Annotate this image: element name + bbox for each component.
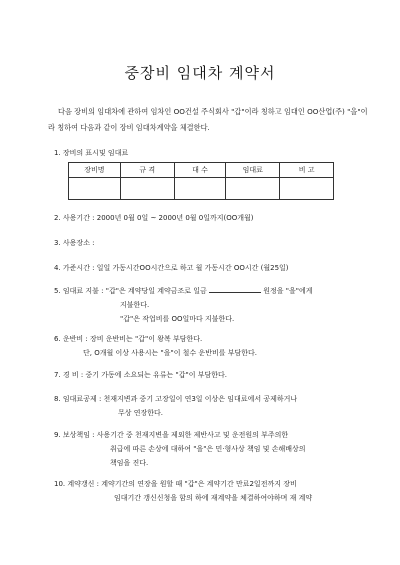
clause-standard-hours: 4. 가준시간 : 일일 가동시간OO시간으로 하고 월 가동시간 OO시간 (월25일) [54, 264, 289, 272]
clause-line: 단, O개월 이상 사용시는 "을"이 철수 운반비를 부담한다. [83, 349, 257, 357]
table-row [69, 178, 334, 200]
clause-contract-renewal [54, 477, 374, 505]
table-cell [226, 178, 280, 200]
clause-line: 6. 운반비 : 장비 운반비는 "갑"이 왕복 부담한다. [54, 335, 203, 343]
table-header-cell: 대 수 [174, 163, 226, 178]
clause-rent-deduction [54, 392, 374, 420]
table-header-cell: 임대료 [226, 163, 280, 178]
clause-line: 책임을 진다. [110, 459, 149, 467]
clause-line: 취급에 따른 손상에 대하여 "을"은 민·형사상 책임 및 손해배상의 [110, 445, 306, 453]
clause-line: 5. 임대료 지불 : "갑"은 계약당일 계약금조로 일금 [54, 287, 207, 295]
table-header-cell: 규 격 [120, 163, 174, 178]
table-cell [69, 178, 121, 200]
clause-line: 지불한다. [120, 301, 150, 309]
table-header-cell: 비 고 [280, 163, 334, 178]
clause-expenses: 7. 경 비 : 중기 가동에 소요되는 유류는 "갑"이 부담한다. [54, 371, 227, 379]
amount-blank [209, 284, 261, 293]
table-cell [174, 178, 226, 200]
clause-line: 임대기간 갱신신청을 함의 하에 재계약을 체결하여야하며 재 계약 [114, 494, 313, 502]
clause-line: 9. 보상책임 : 사용기간 중 천재지변을 제외한 제반사고 및 운전원의 부주의한 [54, 431, 289, 439]
clause-liability [54, 428, 374, 470]
document-title: 중장비 임대차 계약서 [124, 64, 276, 82]
clause-usage-location: 3. 사용장소 : [54, 239, 95, 247]
table-cell [120, 178, 174, 200]
clause-line: 무상 연장한다. [118, 409, 164, 417]
clause-line: 8. 임대료공제 : 천재지변과 중기 고장일이 연3일 이상은 임대료에서 공제하거나 [54, 395, 298, 403]
section-1-heading: 1. 장비의 표시및 임대료 [54, 149, 129, 157]
clause-line: 원정을 "을"에게 [263, 287, 313, 295]
intro-paragraph: 다음 장비의 임대차에 관하여 임차인 OO건설 주식회사 "갑"이라 칭하고 임대인 OO산업(주) "을"이라 칭하여 다음과 같이 장비 임대차계약을 체결한다. [48, 107, 368, 132]
table-header-row [69, 163, 334, 178]
equipment-table [68, 162, 334, 200]
table-header-cell: 장비명 [69, 163, 121, 178]
clause-usage-period: 2. 사용기간 : 2000년 0월 0일 ~ 2000년 0월 0일까지(OO개월) [54, 214, 254, 222]
clause-line: "갑"은 작업비를 OO일마다 지불한다. [120, 315, 235, 323]
clause-transport-cost [54, 332, 374, 360]
clause-rent-payment [54, 284, 374, 326]
clause-line: 10. 계약갱신 : 계약기간의 연장을 원할 때 "갑"은 계약기간 만료2일전까지 장비 [54, 480, 297, 488]
table-cell [280, 178, 334, 200]
